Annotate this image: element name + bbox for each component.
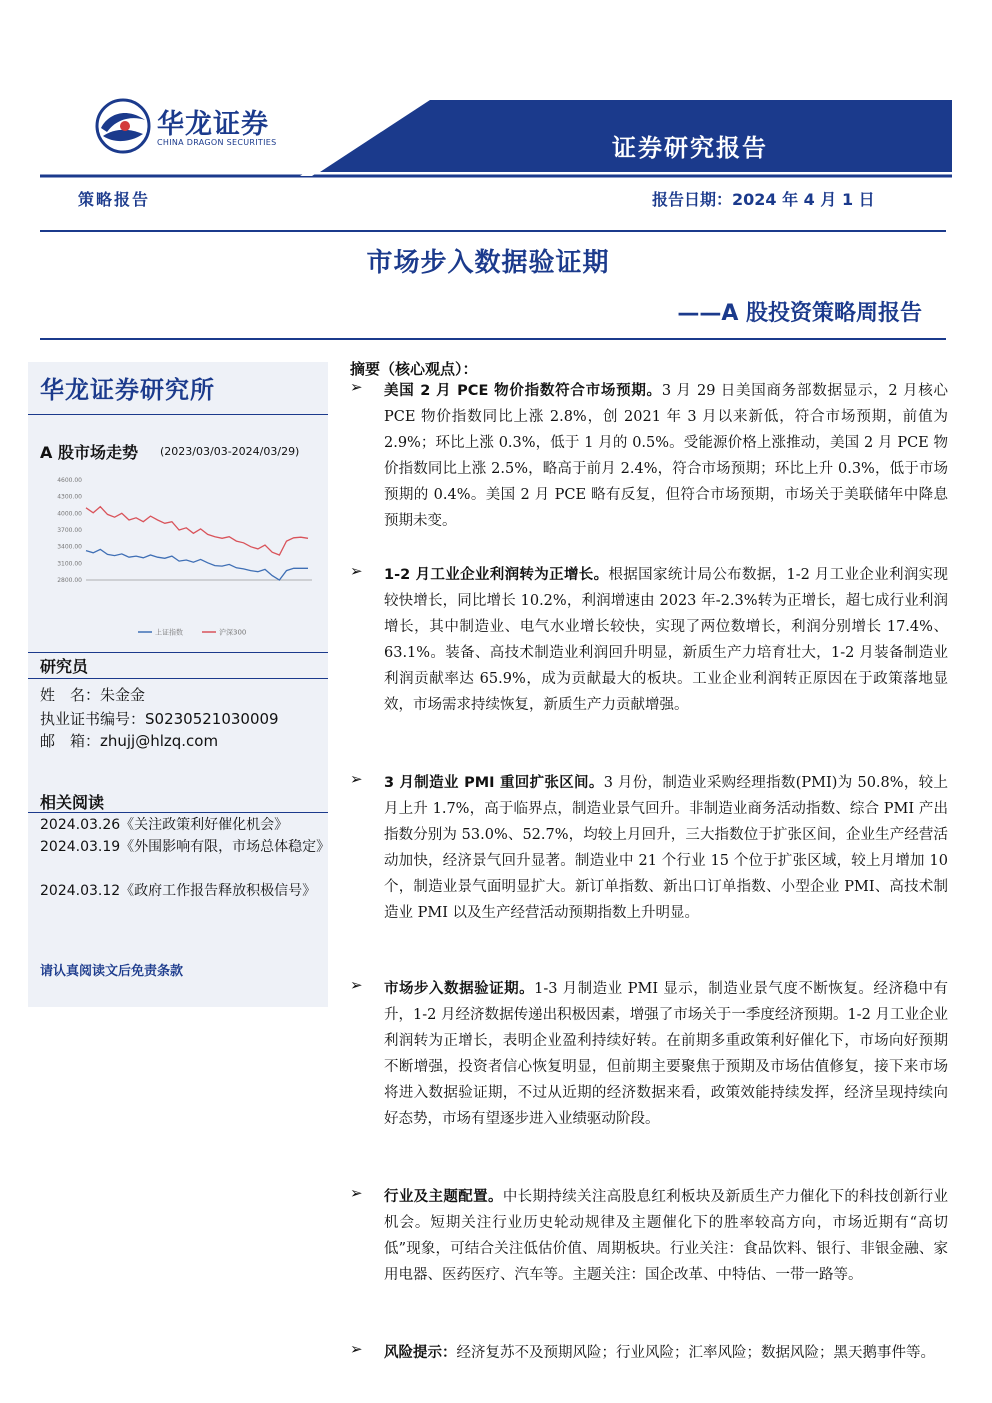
trend-label: A 股市场走势 (40, 443, 138, 462)
title-divider (40, 338, 946, 340)
banner-title: 证券研究报告 (612, 134, 768, 162)
analyst-name: 姓 名：朱金金 (40, 686, 146, 704)
related-item[interactable]: 2024.03.12《政府工作报告释放积极信号》 (40, 883, 317, 899)
bullet-text: 根据国家统计局公布数据，1-2 月工业企业利润实现较快增长，同比增长 10.2%，利润增速由 2023 年-2.3%转为正增长，超七成行业利润增长，其中制造业、电气水业增长较快，实现了两位数增长，利润分别增长 17.4%、63.1%。装备、高技术制造业利润回升明显，新质生产力培育壮大，1-2 月装备制造业利润贡献率达 65.9%，成为贡献最大的板块。工业企业利润转正原因在于政策落地显效，市场需求持续恢复，新质生产力贡献增强。 (384, 567, 948, 713)
trend-range: (2023/03/03-2024/03/29) (160, 445, 300, 458)
page-subtitle: ——A 股投资策略周报告 (677, 301, 922, 326)
header-banner (0, 96, 992, 186)
related-item[interactable]: 2024.03.26《关注政策利好催化机会》 (40, 817, 289, 833)
bullet-heading: 美国 2 月 PCE 物价指数符合市场预期。 (384, 383, 662, 399)
bullet-paragraph (384, 1340, 948, 1366)
chart-series-line (86, 549, 308, 580)
market-trend-chart (42, 474, 322, 644)
analyst-heading: 研究员 (40, 657, 89, 676)
arrow-bullet-icon: ➢ (350, 378, 363, 396)
summary-bullet (350, 378, 950, 538)
disclaimer-note[interactable]: 请认真阅读文后免责条款 (40, 964, 184, 979)
chart-y-tick-label: 3100.00 (57, 560, 82, 568)
arrow-bullet-icon: ➢ (350, 562, 363, 580)
arrow-bullet-icon: ➢ (350, 770, 363, 788)
bullet-text: 中长期持续关注高股息红利板块及新质生产力催化下的科技创新行业机会。短期关注行业历史轮动规律及主题催化下的胜率较高方向，市场近期有“高切低”现象，可结合关注低估价值、周期板块。行业关注：食品饮料、银行、非银金融、家用电器、医药医疗、汽车等。主题关注：国企改革、中特估、一带一路等。 (384, 1189, 948, 1283)
chart-y-tick-label: 4300.00 (57, 493, 82, 501)
chart-legend-label: 上证指数 (155, 628, 183, 637)
bullet-paragraph (384, 770, 948, 926)
bullet-heading: 行业及主题配置。 (384, 1189, 503, 1205)
chart-legend-label: 沪深300 (219, 628, 247, 637)
sidebar-divider (28, 812, 328, 813)
sidebar-divider (28, 678, 328, 679)
bullet-text: 经济复苏不及预期风险；行业风险；汇率风险；数据风险；黑天鹅事件等。 (456, 1345, 935, 1361)
bullet-paragraph (384, 562, 948, 718)
bullet-heading: 风险提示： (384, 1345, 457, 1361)
summary-label: 摘要（核心观点）： (350, 360, 478, 378)
bullet-heading: 3 月制造业 PMI 重回扩张区间。 (384, 775, 604, 791)
chart-y-tick-label: 4600.00 (57, 477, 82, 484)
institute-name: 华龙证券研究所 (40, 376, 215, 404)
chart-y-tick-label: 3700.00 (57, 527, 82, 534)
bullet-text: 3 月 29 日美国商务部数据显示，2 月核心 PCE 物价指数同比上涨 2.8%，创 2021 年 3 月以来新低，符合市场预期，前值为 2.9%；环比上涨 0.3%，低于 1 月的 0.5%。受能源价格上涨推动，美国 2 月 PCE 物价指数同比上涨 2.5%，略高于前月 2.4%，符合市场预期；环比上升 0.3%，低于市场预期的 0.4%。美国 2 月 PCE 略有反复，但符合市场预期，市场关于美联储年中降息预期未变。 (384, 383, 948, 529)
arrow-bullet-icon: ➢ (350, 1340, 363, 1358)
header-divider (40, 230, 946, 232)
bullet-paragraph (384, 1184, 948, 1288)
bullet-paragraph (384, 976, 948, 1132)
sidebar-divider (28, 652, 328, 653)
analyst-license: 执业证书编号：S0230521030009 (40, 710, 279, 728)
report-date: 报告日期：2024 年 4 月 1 日 (652, 190, 875, 209)
bullet-paragraph (384, 378, 948, 534)
arrow-bullet-icon: ➢ (350, 976, 363, 994)
page-title: 市场步入数据验证期 (366, 248, 610, 278)
document-type: 策略报告 (78, 190, 151, 209)
summary-bullet (350, 1340, 950, 1400)
summary-bullet (350, 770, 950, 960)
sidebar-divider (28, 414, 328, 415)
analyst-email[interactable]: 邮 箱：zhujj@hlzq.com (40, 732, 219, 750)
arrow-bullet-icon: ➢ (350, 1184, 363, 1202)
bullet-heading: 市场步入数据验证期。 (384, 981, 535, 997)
chart-y-tick-label: 4000.00 (57, 510, 82, 518)
bullet-text: 3 月份，制造业采购经理指数(PMI)为 50.8%，较上月上升 1.7%，高于临界点，制造业景气回升。非制造业商务活动指数、综合 PMI 产出指数分别为 53.0%、52.7%，均较上月回升，三大指数位于扩张区间，企业生产经营活动加快，经济景气回升显著。制造业中 21 个行业 15 个位于扩张区域，较上月增加 10 个，制造业景气面明显扩大。新订单指数、新出口订单指数、小型企业 PMI、高技术制造业 PMI 以及生产经营活动预期指数上升明显。 (384, 775, 949, 921)
chart-y-tick-label: 2800.00 (57, 577, 82, 584)
logo-text-cn: 华龙证券 (157, 109, 269, 140)
chart-y-tick-label: 3400.00 (57, 543, 82, 551)
bullet-heading: 1-2 月工业企业利润转为正增长。 (384, 567, 609, 583)
chart-series-line (86, 507, 308, 555)
summary-bullet (350, 562, 950, 752)
summary-bullet (350, 976, 950, 1166)
summary-bullet (350, 1184, 950, 1324)
related-item[interactable]: 2024.03.19《外围影响有限，市场总体稳定》 (40, 839, 331, 855)
logo-text-en: CHINA DRAGON SECURITIES (157, 138, 277, 147)
sidebar (28, 362, 331, 1007)
bullet-text: 1-3 月制造业 PMI 显示，制造业景气度不断恢复。经济稳中有升，1-2 月经济数据传递出积极因素，增强了市场关于一季度经济预期。1-2 月工业企业利润转为正增长，表明企业盈利持续好转。在前期多重政策利好催化下，市场向好预期不断增强，投资者信心恢复明显，但前期主要聚焦于预期及市场估值修复，接下来市场将进入数据验证期，不过从近期的经济数据来看，政策效能持续发挥，经济呈现持续向好态势，市场有望逐步进入业绩驱动阶段。 (384, 981, 948, 1127)
related-reading-heading: 相关阅读 (40, 793, 105, 812)
